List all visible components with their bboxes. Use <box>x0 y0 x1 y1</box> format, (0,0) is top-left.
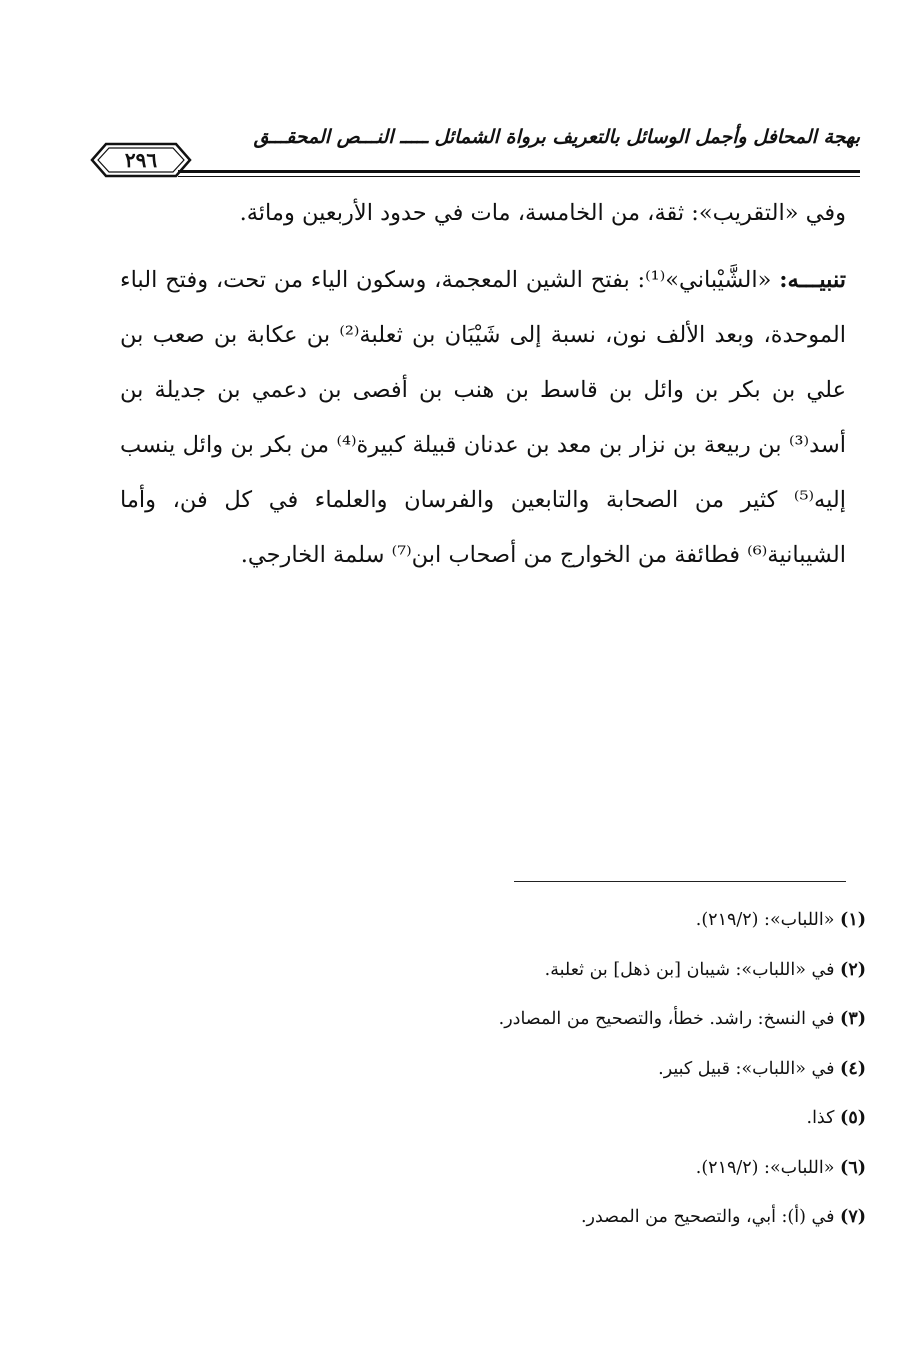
footnote-text: في (أ): أبي، والتصحيح من المصدر. <box>580 1207 835 1227</box>
footnote-item <box>420 1094 866 1144</box>
footnote-number: (٤) <box>840 1058 866 1079</box>
footnote-text: في «اللباب»: قبيل كبير. <box>658 1058 835 1079</box>
paragraph-note <box>120 253 846 583</box>
footnote-item <box>420 1045 866 1095</box>
footnote-item <box>420 896 866 946</box>
footnote-item <box>420 1193 866 1243</box>
footnote-text: «اللباب»: (٢١٩/٢). <box>695 1157 835 1178</box>
page-header <box>88 120 860 180</box>
footnote-number: (٦) <box>840 1157 866 1178</box>
footnote-text: «اللباب»: (٢١٩/٢). <box>695 910 835 930</box>
footnote-text: في «اللباب»: شيبان [بن ذهل] بن ثعلبة. <box>544 959 835 980</box>
footnote-number: (٧) <box>840 1207 866 1227</box>
footnotes <box>420 896 866 1243</box>
footnote-divider <box>514 881 846 882</box>
footnote-item <box>420 946 866 996</box>
footnote-item <box>420 1144 866 1194</box>
footnote-number: (٥) <box>840 1108 866 1128</box>
note-label: تنبيـــه: <box>779 267 846 293</box>
footnote-text: كذا. <box>806 1108 835 1128</box>
paragraph-taqrib: وفي «التقريب»: ثقة، من الخامسة، مات في حدود الأربعين ومائة. <box>239 200 846 226</box>
footnote-number: (١) <box>840 910 866 930</box>
header-rule <box>178 170 860 173</box>
footnote-number: (٣) <box>840 1009 866 1029</box>
running-title: بهجة المحافل وأجمل الوسائل بالتعريف برواة الشمائل ـــــ النـــص المحقـــق <box>253 126 860 148</box>
footnote-text: في النسخ: راشد. خطأ، والتصحيح من المصادر. <box>498 1009 835 1029</box>
note-body: «الشَّيْباني»⁽¹⁾: بفتح الشين المعجمة، وسكون الياء من تحت، وفتح الباء الموحدة، وبعد الألف نون، نسبة إلى شَيْبَان بن ثعلبة⁽²⁾ بن عكابة بن صعب بن علي بن بكر بن وائل بن قاسط بن هنب بن أفصى بن دعمي بن جديلة بن أسد⁽³⁾ بن ربيعة بن نزار بن معد بن عدنان قبيلة كبيرة⁽⁴⁾ من بكر بن وائل ينسب إليه⁽⁵⁾ كثير من الصحابة والتابعين والفرسان والعلماء في كل فن، وأما الشيبانية⁽⁶⁾ فطائفة من الخوارج من أصحاب ابن⁽⁷⁾ سلمة الخارجي. <box>120 267 846 568</box>
main-text <box>120 186 846 583</box>
header-rule-thin <box>178 176 860 177</box>
footnote-item <box>420 995 866 1045</box>
footnote-number: (٢) <box>840 959 866 980</box>
page-number: ٢٩٦ <box>124 148 158 172</box>
page-number-badge <box>88 140 194 180</box>
